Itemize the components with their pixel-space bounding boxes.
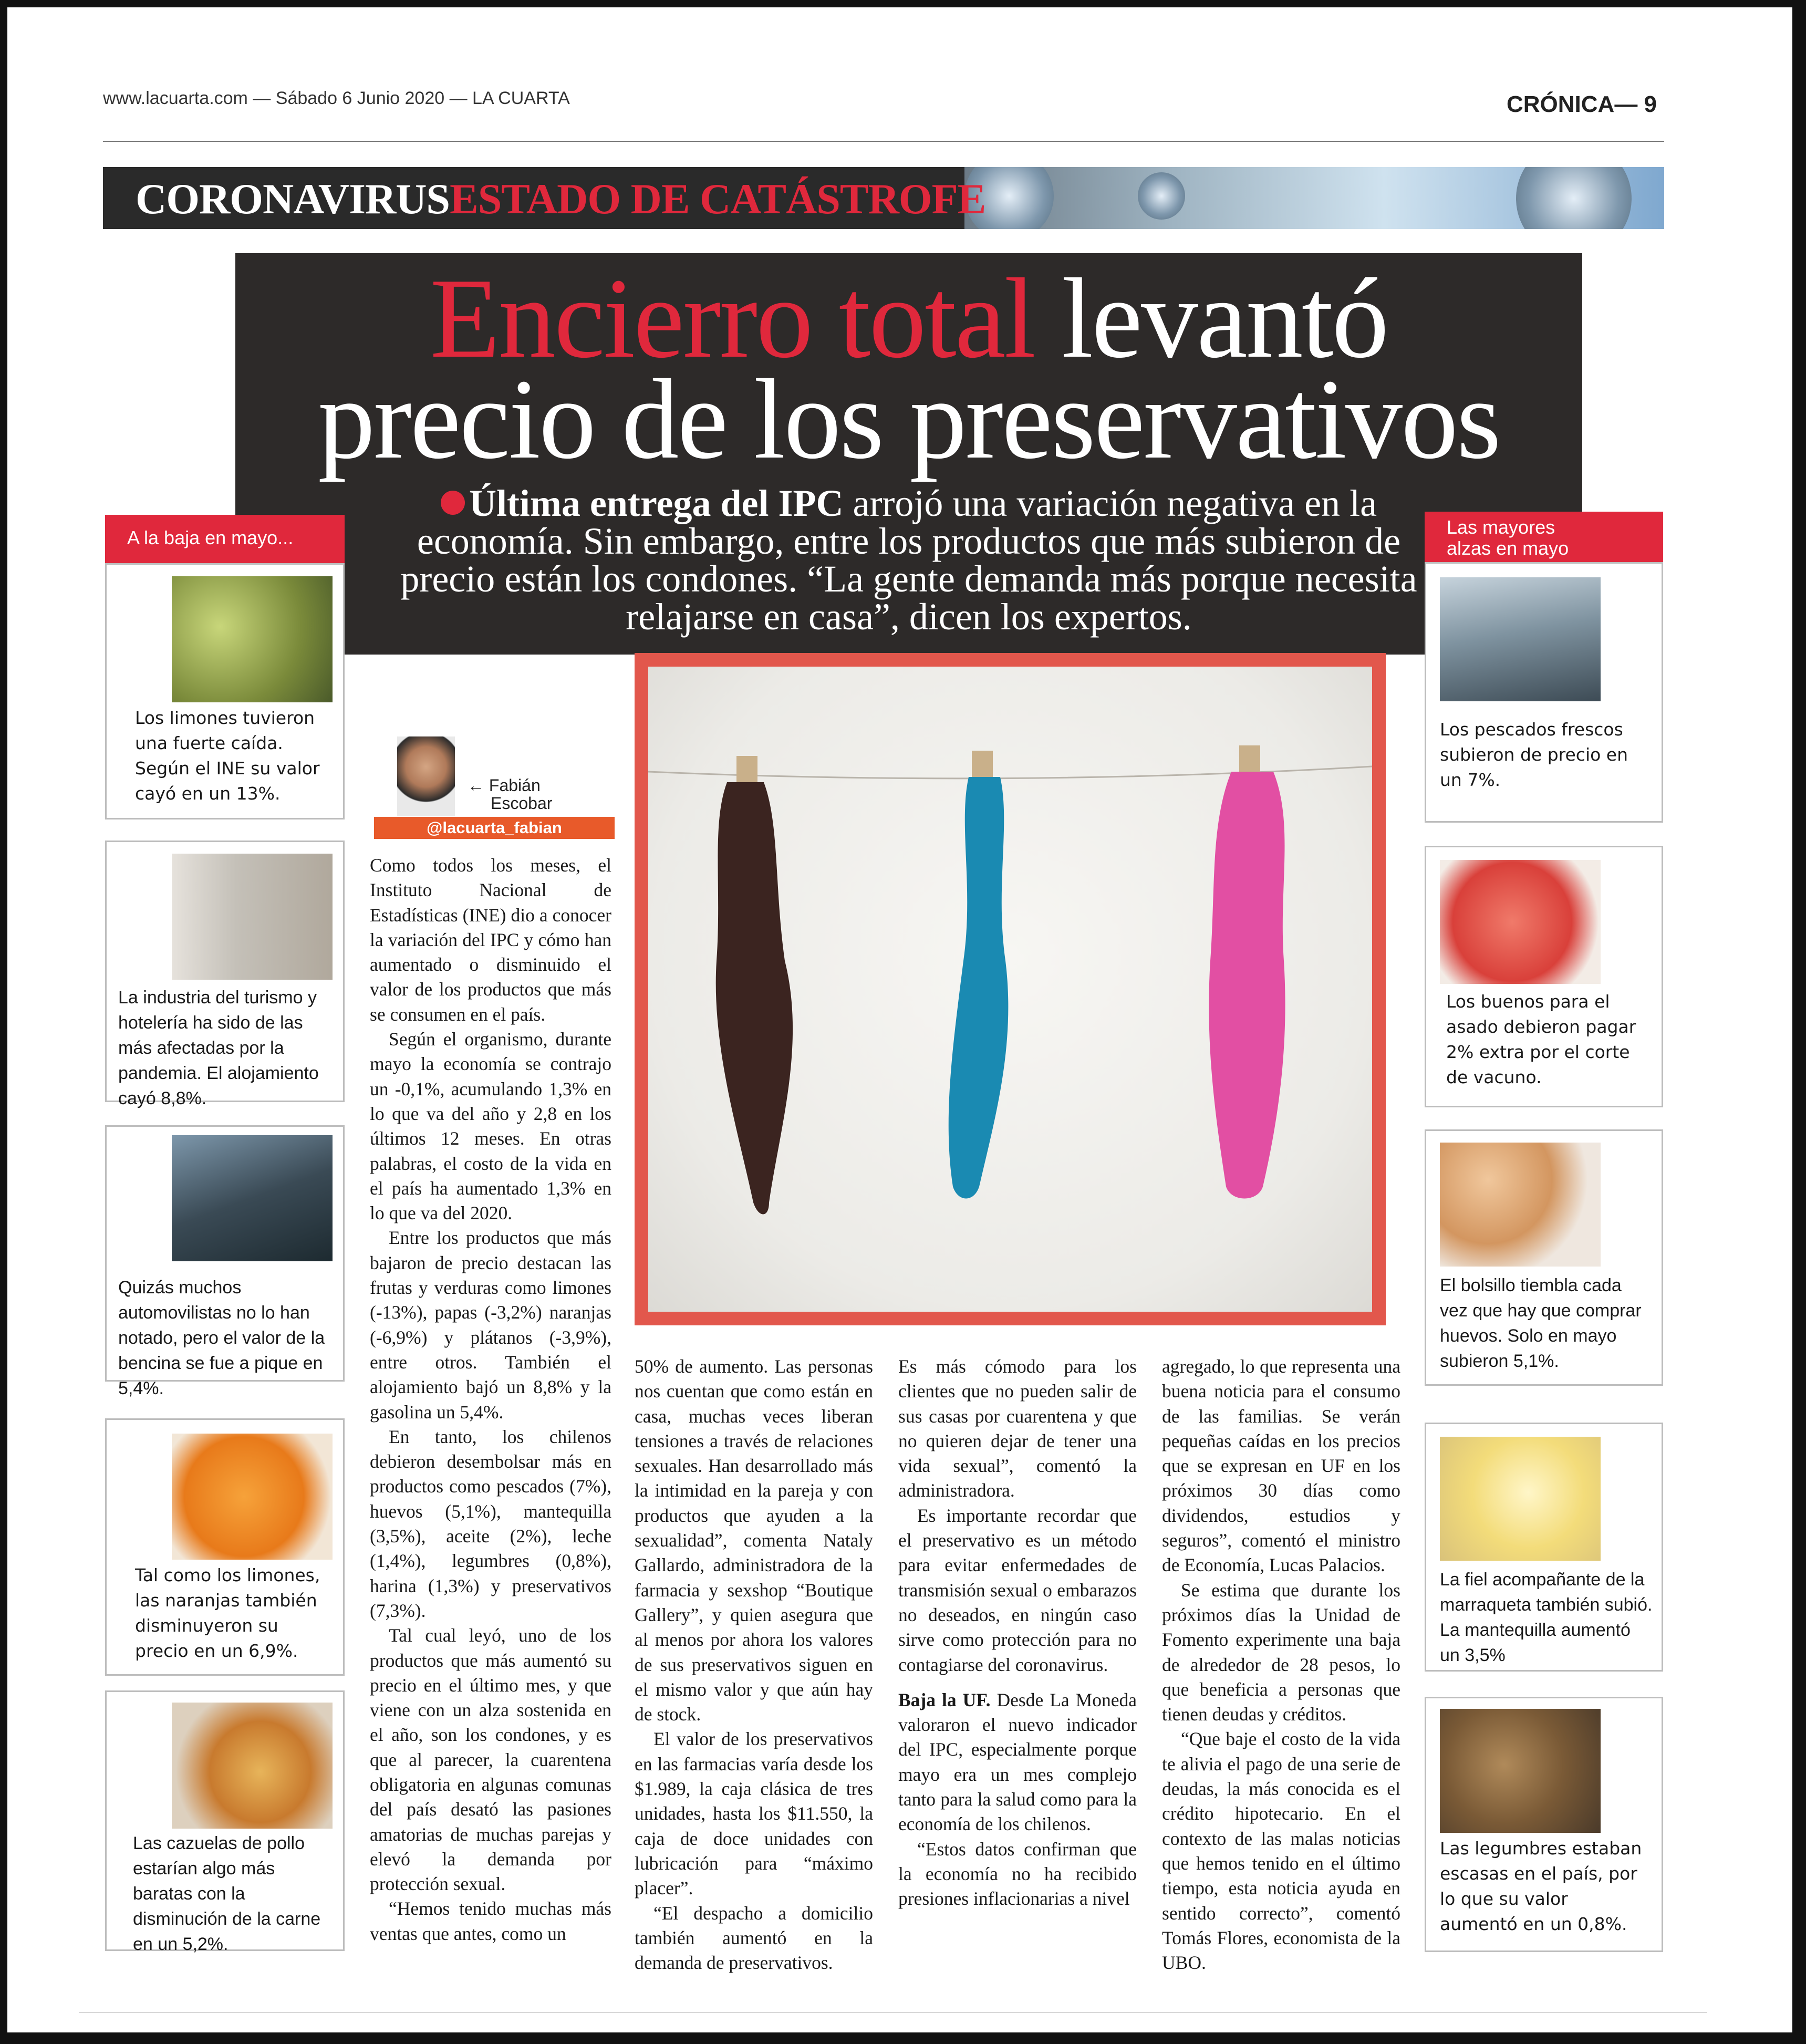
condoms-illustration bbox=[648, 667, 1372, 1312]
paragraph: Como todos los meses, el Instituto Nacional de Estadísticas (INE) dio a conocer la variación del IPC y cómo han aumentado o disminuido el valor de los productos que más se consumen en el país. bbox=[370, 855, 611, 1025]
butter-photo bbox=[1440, 1437, 1601, 1561]
left-item-3 bbox=[105, 1125, 345, 1398]
paragraph: Se estima que durante los próximos días la Unidad de Fomento experimente una baja de alrededor de 28 pesos, lo que beneficia a personas que tienen deudas y créditos. bbox=[1162, 1579, 1400, 1725]
paragraph: “Estos datos confirman que la economía no ha recibido presiones inflacionarias a nivel bbox=[898, 1838, 1137, 1910]
right-item-1 bbox=[1425, 562, 1663, 823]
author-name: ← Fabián bbox=[468, 776, 541, 795]
paragraph: Según el organismo, durante mayo la economía se contrajo un -0,1%, acumulando 1,3% en lo que va del año y 2,8 en los últimos 12 meses. En otras palabras, el costo de la vida en el país ha aumentado 1,3% en lo que va del 2020. bbox=[370, 1029, 611, 1224]
paragraph: En tanto, los chilenos debieron desembolsar más en productos como pescados (7%), huevos (5,1%), mantequilla (3,5%), aceite (2%), leche (1,4%), legumbres (0,8%), harina (1,3%) y preservativos (7,3%). bbox=[370, 1426, 611, 1621]
subhead-paragraph bbox=[898, 1688, 1137, 1837]
paragraph: Tal cual leyó, uno de los productos que más aumentó su precio en el último mes, y que viene con un alza sostenida en el año, son los condones, y es que al parecer, la cuarentena obligatoria en algunas comunas del país desató las pasiones amatorias de muchas parejas y elevó la demanda por protección sexual. bbox=[370, 1625, 611, 1895]
page-header-site: www.lacuarta.com — Sábado 6 Junio 2020 — LA CUARTA bbox=[103, 88, 570, 108]
bullet-dot-icon bbox=[441, 491, 465, 515]
subhead-title: Baja la UF. bbox=[898, 1689, 991, 1710]
paragraph: agregado, lo que representa una buena noticia para el consumo de las familias. Se verán pequeñas caídas en los precios que se expresan en UF en los próximos 30 días como dividendos, estudios y seguros”, comentó el ministro de Economía, Lucas Palacios. bbox=[1162, 1356, 1400, 1576]
deck-text: arrojó una variación negativa en la economía. Sin embargo, entre los productos que más subieron de precio están los condones. “La gente demanda más porque necesita relajarse en casa”, dicen los expertos. bbox=[400, 482, 1417, 638]
left-item-1 bbox=[105, 563, 345, 819]
deck bbox=[388, 484, 1430, 636]
fuel-pump-photo bbox=[172, 1135, 333, 1261]
limes-photo bbox=[172, 576, 333, 702]
right-item-4-caption: La fiel acompañante de la marraqueta también subió. La mantequilla aumentó un 3,5% bbox=[1440, 1570, 1653, 1665]
author-handle: @lacuarta_fabian bbox=[374, 817, 615, 839]
right-item-5 bbox=[1425, 1697, 1663, 1952]
article-column-1 bbox=[370, 853, 611, 1946]
paragraph: 50% de aumento. Las personas nos cuentan que como están en casa, muchas veces liberan tensiones a través de relaciones sexuales. Han desarrollado más la intimidad en la pareja y con productos que ayuden a la sexualidad”, comenta Nataly Gallardo, administradora de la farmacia y sexshop “Boutique Gallery”, y quien asegura que al menos por ahora los valores de sus preservativos siguen en el mismo valor y que aún hay de stock. bbox=[635, 1356, 873, 1725]
right-item-1-caption: Los pescados frescos subieron de precio en un 7%. bbox=[1440, 719, 1628, 790]
paragraph: Es importante recordar que el preservativo es un método para evitar enfermedades de transmisión sexual o embarazos no deseados, en ningún caso sirve como protección para no contagiarse del coronavirus. bbox=[898, 1505, 1137, 1675]
right-item-2-caption: Los buenos para el asado debieron pagar 2% extra por el corte de vacuno. bbox=[1446, 991, 1636, 1087]
right-item-3-caption: El bolsillo tiembla cada vez que hay que comprar huevos. Solo en mayo subieron 5,1%. bbox=[1440, 1275, 1642, 1371]
suitcases-photo bbox=[172, 854, 333, 980]
oranges-photo bbox=[172, 1434, 333, 1560]
virus-icon bbox=[1138, 172, 1185, 220]
left-sidebar-label-text: A la baja en mayo... bbox=[127, 527, 294, 548]
right-sidebar-label bbox=[1425, 512, 1663, 562]
banner-coronavirus: CORONAVIRUS bbox=[136, 175, 450, 223]
headline-red: Encierro total bbox=[430, 255, 1035, 382]
header-rule bbox=[103, 141, 1664, 142]
article-column-3 bbox=[898, 1354, 1137, 1912]
virus-banner-image bbox=[964, 167, 1664, 229]
left-item-2-caption: La industria del turismo y hotelería ha sido de las más afectadas por la pandemia. El alojamiento cayó 8,8%. bbox=[118, 988, 319, 1108]
right-item-2 bbox=[1425, 846, 1663, 1107]
subhead-text: Desde La Moneda valoraron el nuevo indicador del IPC, especialmente porque mayo era un mes complejo tanto para la salud como para la economía de los chilenos. bbox=[898, 1689, 1137, 1835]
left-item-1-caption: Los limones tuvieron una fuerte caída. Según el INE su valor cayó en un 13%. bbox=[135, 708, 320, 804]
fish-photo bbox=[1440, 577, 1601, 701]
chicken-stew-photo bbox=[172, 1703, 333, 1829]
left-item-4-caption: Tal como los limones, las naranjas también disminuyeron su precio en un 6,9%. bbox=[135, 1565, 320, 1661]
main-photo-frame bbox=[635, 653, 1386, 1325]
article-column-2 bbox=[635, 1354, 873, 1975]
beef-photo bbox=[1440, 860, 1601, 984]
article-column-4 bbox=[1162, 1354, 1400, 1975]
left-item-3-caption: Quizás muchos automovilistas no lo han notado, pero el valor de la bencina se fue a pique en 5,4%. bbox=[118, 1278, 325, 1398]
paragraph: “Hemos tenido muchas más ventas que antes, como un bbox=[370, 1898, 611, 1944]
left-item-5 bbox=[105, 1690, 345, 1954]
right-item-4 bbox=[1425, 1423, 1663, 1672]
section-label: CRÓNICA— 9 bbox=[1507, 91, 1657, 117]
paragraph: Es más cómodo para los clientes que no pueden salir de sus casas por cuarentena y que no quieren dejar de tener una vida sexual”, comentó la administradora. bbox=[898, 1356, 1137, 1501]
section-banner bbox=[103, 167, 1664, 229]
headline-line2: precio de los preservativos bbox=[318, 356, 1500, 483]
legumes-photo bbox=[1440, 1709, 1601, 1833]
right-item-5-caption: Las legumbres estaban escasas en el país, por lo que su valor aumentó en un 0,8%. bbox=[1440, 1838, 1642, 1934]
condoms-photo bbox=[648, 667, 1372, 1312]
headline-rest: levantó bbox=[1034, 255, 1388, 382]
headline-panel bbox=[235, 253, 1582, 655]
deck-bold: Última entrega del IPC bbox=[469, 482, 844, 524]
author-surname: Escobar bbox=[491, 794, 553, 813]
banner-estado-catastrofe: ESTADO DE CATÁSTROFE bbox=[450, 175, 986, 223]
left-item-4 bbox=[105, 1418, 345, 1676]
paragraph: “El despacho a domicilio también aumentó en la demanda de preservativos. bbox=[635, 1902, 873, 1974]
left-sidebar-label bbox=[105, 515, 345, 563]
left-item-5-caption: Las cazuelas de pollo estarían algo más baratas con la disminución de la carne en un 5,2%. bbox=[133, 1833, 321, 1954]
right-sidebar-label-text: Las mayores alzas en mayo bbox=[1447, 516, 1569, 559]
right-item-3 bbox=[1425, 1129, 1663, 1386]
virus-icon bbox=[1516, 167, 1632, 229]
left-item-2 bbox=[105, 841, 345, 1108]
paragraph: Entre los productos que más bajaron de precio destacan las frutas y verduras como limones (-13%), papas (-3,2%) naranjas (-6,9%) y plátanos (-3,9%), entre otros. También el alojamiento bajó un 8,8% y la gasolina un 5,4%. bbox=[370, 1227, 611, 1423]
eggs-photo bbox=[1440, 1143, 1601, 1267]
paragraph: El valor de los preservativos en las farmacias varía desde los $1.989, la caja clásica de tres unidades, hasta los $11.550, la caja de doce unidades con lubricación para “máximo placer”. bbox=[635, 1728, 873, 1899]
paragraph: “Que baje el costo de la vida te alivia el pago de una serie de deudas, la más conocida es el crédito hipotecario. En el contexto de las malas noticias que hemos tenido en el último tiempo, esta noticia ayuda en sentido correcto”, comentó Tomás Flores, economista de la UBO. bbox=[1162, 1728, 1400, 1974]
author-avatar bbox=[397, 736, 455, 816]
